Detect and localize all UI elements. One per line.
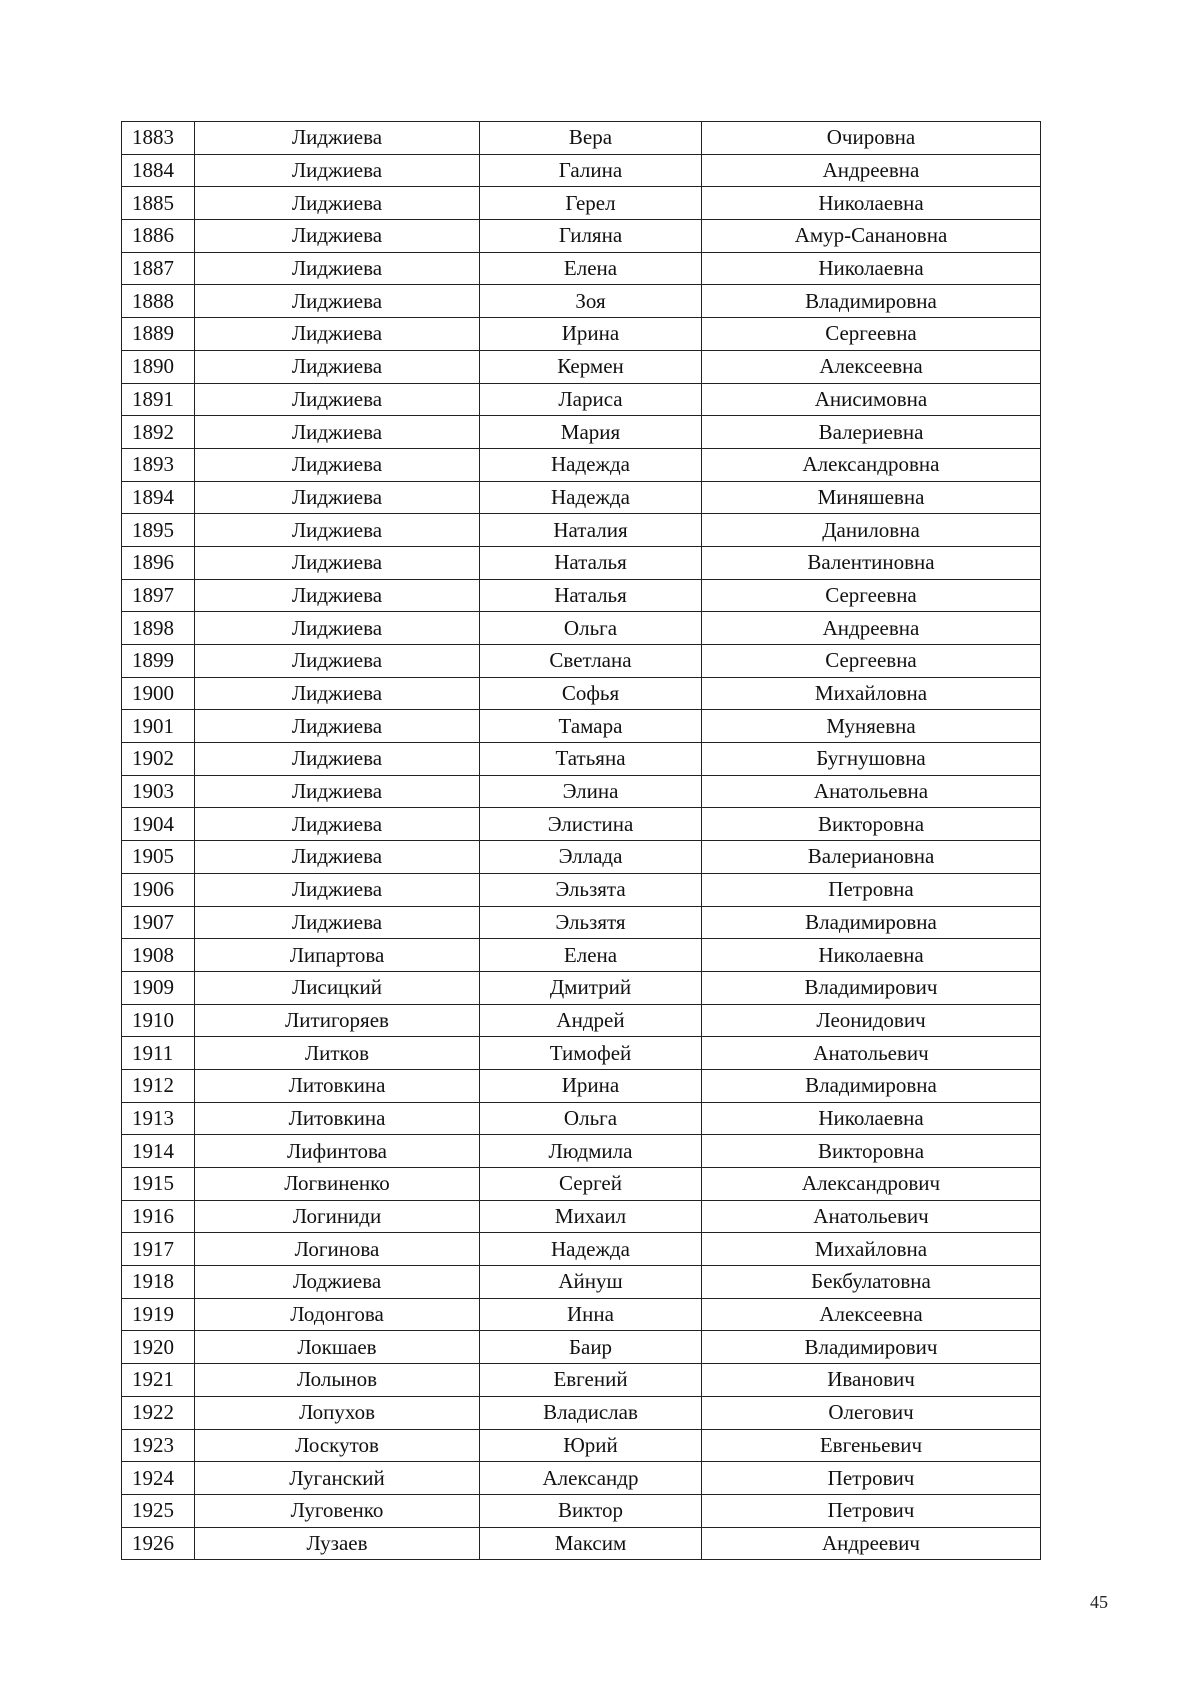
table-row xyxy=(122,1102,1041,1135)
surname-cell: Лиджиева xyxy=(195,579,480,612)
first-name-cell: Кермен xyxy=(480,350,702,383)
patronymic-cell: Владимирович xyxy=(702,971,1041,1004)
table-row xyxy=(122,808,1041,841)
patronymic-cell: Евгеньевич xyxy=(702,1429,1041,1462)
first-name-cell: Ольга xyxy=(480,612,702,645)
patronymic-cell: Николаевна xyxy=(702,939,1041,972)
surname-cell: Лолынов xyxy=(195,1364,480,1397)
first-name-cell: Тимофей xyxy=(480,1037,702,1070)
table-row xyxy=(122,350,1041,383)
table-row xyxy=(122,873,1041,906)
first-name-cell: Наталия xyxy=(480,514,702,547)
row-number-cell: 1906 xyxy=(122,873,195,906)
patronymic-cell: Леонидович xyxy=(702,1004,1041,1037)
surname-cell: Лиджиева xyxy=(195,122,480,155)
first-name-cell: Гиляна xyxy=(480,220,702,253)
surname-cell: Лиджиева xyxy=(195,514,480,547)
patronymic-cell: Валентиновна xyxy=(702,546,1041,579)
row-number-cell: 1920 xyxy=(122,1331,195,1364)
row-number-cell: 1908 xyxy=(122,939,195,972)
first-name-cell: Инна xyxy=(480,1298,702,1331)
patronymic-cell: Владимировна xyxy=(702,906,1041,939)
row-number-cell: 1913 xyxy=(122,1102,195,1135)
table-row xyxy=(122,841,1041,874)
first-name-cell: Ольга xyxy=(480,1102,702,1135)
table-row xyxy=(122,383,1041,416)
surname-cell: Лиджиева xyxy=(195,350,480,383)
table-row xyxy=(122,1200,1041,1233)
row-number-cell: 1897 xyxy=(122,579,195,612)
table-row xyxy=(122,252,1041,285)
surname-cell: Лиджиева xyxy=(195,285,480,318)
surname-cell: Лиджиева xyxy=(195,383,480,416)
surname-cell: Лиджиева xyxy=(195,743,480,776)
first-name-cell: Лариса xyxy=(480,383,702,416)
first-name-cell: Айнуш xyxy=(480,1266,702,1299)
row-number-cell: 1891 xyxy=(122,383,195,416)
row-number-cell: 1887 xyxy=(122,252,195,285)
table-row xyxy=(122,481,1041,514)
first-name-cell: Баир xyxy=(480,1331,702,1364)
first-name-cell: Юрий xyxy=(480,1429,702,1462)
surname-cell: Литигоряев xyxy=(195,1004,480,1037)
table-row xyxy=(122,775,1041,808)
surname-cell: Лиджиева xyxy=(195,612,480,645)
patronymic-cell: Андреевна xyxy=(702,154,1041,187)
surname-cell: Лиджиева xyxy=(195,710,480,743)
row-number-cell: 1923 xyxy=(122,1429,195,1462)
first-name-cell: Людмила xyxy=(480,1135,702,1168)
first-name-cell: Галина xyxy=(480,154,702,187)
patronymic-cell: Амур-Санановна xyxy=(702,220,1041,253)
surname-cell: Лиджиева xyxy=(195,187,480,220)
row-number-cell: 1925 xyxy=(122,1494,195,1527)
row-number-cell: 1910 xyxy=(122,1004,195,1037)
table-row xyxy=(122,906,1041,939)
patronymic-cell: Миняшевна xyxy=(702,481,1041,514)
surname-cell: Лопухов xyxy=(195,1396,480,1429)
row-number-cell: 1890 xyxy=(122,350,195,383)
surname-cell: Логинова xyxy=(195,1233,480,1266)
row-number-cell: 1909 xyxy=(122,971,195,1004)
table-row xyxy=(122,1233,1041,1266)
first-name-cell: Сергей xyxy=(480,1168,702,1201)
first-name-cell: Елена xyxy=(480,252,702,285)
row-number-cell: 1911 xyxy=(122,1037,195,1070)
row-number-cell: 1888 xyxy=(122,285,195,318)
surname-cell: Лисицкий xyxy=(195,971,480,1004)
row-number-cell: 1900 xyxy=(122,677,195,710)
surname-cell: Лиджиева xyxy=(195,252,480,285)
row-number-cell: 1922 xyxy=(122,1396,195,1429)
table-row xyxy=(122,1069,1041,1102)
patronymic-cell: Алексеевна xyxy=(702,350,1041,383)
first-name-cell: Эллада xyxy=(480,841,702,874)
table-row xyxy=(122,1168,1041,1201)
surname-cell: Логиниди xyxy=(195,1200,480,1233)
surname-cell: Луганский xyxy=(195,1462,480,1495)
first-name-cell: Максим xyxy=(480,1527,702,1560)
table-row xyxy=(122,514,1041,547)
first-name-cell: Надежда xyxy=(480,481,702,514)
table-row xyxy=(122,1037,1041,1070)
patronymic-cell: Бугнушовна xyxy=(702,743,1041,776)
surname-cell: Лиджиева xyxy=(195,677,480,710)
first-name-cell: Софья xyxy=(480,677,702,710)
row-number-cell: 1904 xyxy=(122,808,195,841)
surname-cell: Лодонгова xyxy=(195,1298,480,1331)
table-row xyxy=(122,546,1041,579)
patronymic-cell: Сергеевна xyxy=(702,318,1041,351)
table-row xyxy=(122,1396,1041,1429)
surname-cell: Лиджиева xyxy=(195,808,480,841)
table-row xyxy=(122,1331,1041,1364)
surname-cell: Лузаев xyxy=(195,1527,480,1560)
table-row xyxy=(122,971,1041,1004)
table-row xyxy=(122,318,1041,351)
row-number-cell: 1917 xyxy=(122,1233,195,1266)
table-row xyxy=(122,612,1041,645)
surname-cell: Лиджиева xyxy=(195,416,480,449)
table-row xyxy=(122,154,1041,187)
table-row xyxy=(122,677,1041,710)
table-row xyxy=(122,1135,1041,1168)
row-number-cell: 1883 xyxy=(122,122,195,155)
row-number-cell: 1899 xyxy=(122,645,195,678)
row-number-cell: 1907 xyxy=(122,906,195,939)
row-number-cell: 1915 xyxy=(122,1168,195,1201)
first-name-cell: Вера xyxy=(480,122,702,155)
patronymic-cell: Викторовна xyxy=(702,1135,1041,1168)
row-number-cell: 1916 xyxy=(122,1200,195,1233)
first-name-cell: Эльзятя xyxy=(480,906,702,939)
row-number-cell: 1884 xyxy=(122,154,195,187)
patronymic-cell: Николаевна xyxy=(702,187,1041,220)
surname-cell: Лиджиева xyxy=(195,906,480,939)
row-number-cell: 1912 xyxy=(122,1069,195,1102)
first-name-cell: Дмитрий xyxy=(480,971,702,1004)
surname-cell: Логвиненко xyxy=(195,1168,480,1201)
first-name-cell: Наталья xyxy=(480,579,702,612)
patronymic-cell: Петрович xyxy=(702,1494,1041,1527)
patronymic-cell: Сергеевна xyxy=(702,579,1041,612)
surname-cell: Лиджиева xyxy=(195,481,480,514)
patronymic-cell: Михайловна xyxy=(702,1233,1041,1266)
first-name-cell: Элина xyxy=(480,775,702,808)
row-number-cell: 1918 xyxy=(122,1266,195,1299)
row-number-cell: 1894 xyxy=(122,481,195,514)
patronymic-cell: Николаевна xyxy=(702,1102,1041,1135)
table-row xyxy=(122,939,1041,972)
patronymic-cell: Николаевна xyxy=(702,252,1041,285)
surname-cell: Лиджиева xyxy=(195,775,480,808)
table-row xyxy=(122,220,1041,253)
name-list-table xyxy=(121,121,1041,1560)
surname-cell: Литовкина xyxy=(195,1102,480,1135)
first-name-cell: Эльзята xyxy=(480,873,702,906)
patronymic-cell: Владимирович xyxy=(702,1331,1041,1364)
first-name-cell: Татьяна xyxy=(480,743,702,776)
first-name-cell: Андрей xyxy=(480,1004,702,1037)
surname-cell: Липартова xyxy=(195,939,480,972)
surname-cell: Лиджиева xyxy=(195,154,480,187)
first-name-cell: Наталья xyxy=(480,546,702,579)
first-name-cell: Елена xyxy=(480,939,702,972)
page-number: 45 xyxy=(1090,1592,1108,1612)
row-number-cell: 1896 xyxy=(122,546,195,579)
surname-cell: Литков xyxy=(195,1037,480,1070)
patronymic-cell: Очировна xyxy=(702,122,1041,155)
first-name-cell: Герел xyxy=(480,187,702,220)
first-name-cell: Евгений xyxy=(480,1364,702,1397)
row-number-cell: 1892 xyxy=(122,416,195,449)
patronymic-cell: Олегович xyxy=(702,1396,1041,1429)
patronymic-cell: Иванович xyxy=(702,1364,1041,1397)
table-row xyxy=(122,1364,1041,1397)
surname-cell: Лоджиева xyxy=(195,1266,480,1299)
patronymic-cell: Анатольевна xyxy=(702,775,1041,808)
table-row xyxy=(122,448,1041,481)
row-number-cell: 1889 xyxy=(122,318,195,351)
patronymic-cell: Бекбулатовна xyxy=(702,1266,1041,1299)
surname-cell: Лиджиева xyxy=(195,220,480,253)
table-row xyxy=(122,1266,1041,1299)
surname-cell: Лиджиева xyxy=(195,318,480,351)
surname-cell: Лифинтова xyxy=(195,1135,480,1168)
row-number-cell: 1905 xyxy=(122,841,195,874)
surname-cell: Лоскутов xyxy=(195,1429,480,1462)
row-number-cell: 1921 xyxy=(122,1364,195,1397)
surname-cell: Лиджиева xyxy=(195,448,480,481)
patronymic-cell: Алексеевна xyxy=(702,1298,1041,1331)
table-row xyxy=(122,285,1041,318)
patronymic-cell: Валериевна xyxy=(702,416,1041,449)
surname-cell: Луговенко xyxy=(195,1494,480,1527)
first-name-cell: Элистина xyxy=(480,808,702,841)
first-name-cell: Александр xyxy=(480,1462,702,1495)
first-name-cell: Зоя xyxy=(480,285,702,318)
patronymic-cell: Александрович xyxy=(702,1168,1041,1201)
first-name-cell: Тамара xyxy=(480,710,702,743)
patronymic-cell: Владимировна xyxy=(702,1069,1041,1102)
table-row xyxy=(122,1527,1041,1560)
surname-cell: Лиджиева xyxy=(195,873,480,906)
table-row xyxy=(122,1298,1041,1331)
first-name-cell: Ирина xyxy=(480,318,702,351)
row-number-cell: 1902 xyxy=(122,743,195,776)
table-body xyxy=(122,122,1041,1560)
table-row xyxy=(122,1429,1041,1462)
row-number-cell: 1914 xyxy=(122,1135,195,1168)
row-number-cell: 1903 xyxy=(122,775,195,808)
patronymic-cell: Муняевна xyxy=(702,710,1041,743)
first-name-cell: Владислав xyxy=(480,1396,702,1429)
row-number-cell: 1901 xyxy=(122,710,195,743)
patronymic-cell: Петрович xyxy=(702,1462,1041,1495)
table-row xyxy=(122,579,1041,612)
first-name-cell: Светлана xyxy=(480,645,702,678)
patronymic-cell: Владимировна xyxy=(702,285,1041,318)
patronymic-cell: Валериановна xyxy=(702,841,1041,874)
table-row xyxy=(122,1462,1041,1495)
first-name-cell: Мария xyxy=(480,416,702,449)
row-number-cell: 1895 xyxy=(122,514,195,547)
patronymic-cell: Викторовна xyxy=(702,808,1041,841)
patronymic-cell: Даниловна xyxy=(702,514,1041,547)
first-name-cell: Ирина xyxy=(480,1069,702,1102)
table-row xyxy=(122,187,1041,220)
first-name-cell: Виктор xyxy=(480,1494,702,1527)
table-row xyxy=(122,1494,1041,1527)
patronymic-cell: Анатольевич xyxy=(702,1037,1041,1070)
patronymic-cell: Петровна xyxy=(702,873,1041,906)
patronymic-cell: Сергеевна xyxy=(702,645,1041,678)
row-number-cell: 1893 xyxy=(122,448,195,481)
patronymic-cell: Анатольевич xyxy=(702,1200,1041,1233)
first-name-cell: Михаил xyxy=(480,1200,702,1233)
row-number-cell: 1924 xyxy=(122,1462,195,1495)
patronymic-cell: Анисимовна xyxy=(702,383,1041,416)
patronymic-cell: Александровна xyxy=(702,448,1041,481)
first-name-cell: Надежда xyxy=(480,448,702,481)
surname-cell: Лиджиева xyxy=(195,546,480,579)
surname-cell: Лиджиева xyxy=(195,841,480,874)
table-row xyxy=(122,416,1041,449)
row-number-cell: 1886 xyxy=(122,220,195,253)
table-row xyxy=(122,710,1041,743)
patronymic-cell: Михайловна xyxy=(702,677,1041,710)
surname-cell: Литовкина xyxy=(195,1069,480,1102)
table-row xyxy=(122,122,1041,155)
row-number-cell: 1919 xyxy=(122,1298,195,1331)
table-row xyxy=(122,743,1041,776)
table-row xyxy=(122,1004,1041,1037)
patronymic-cell: Андреевич xyxy=(702,1527,1041,1560)
patronymic-cell: Андреевна xyxy=(702,612,1041,645)
row-number-cell: 1926 xyxy=(122,1527,195,1560)
table-row xyxy=(122,645,1041,678)
surname-cell: Локшаев xyxy=(195,1331,480,1364)
row-number-cell: 1898 xyxy=(122,612,195,645)
row-number-cell: 1885 xyxy=(122,187,195,220)
first-name-cell: Надежда xyxy=(480,1233,702,1266)
surname-cell: Лиджиева xyxy=(195,645,480,678)
